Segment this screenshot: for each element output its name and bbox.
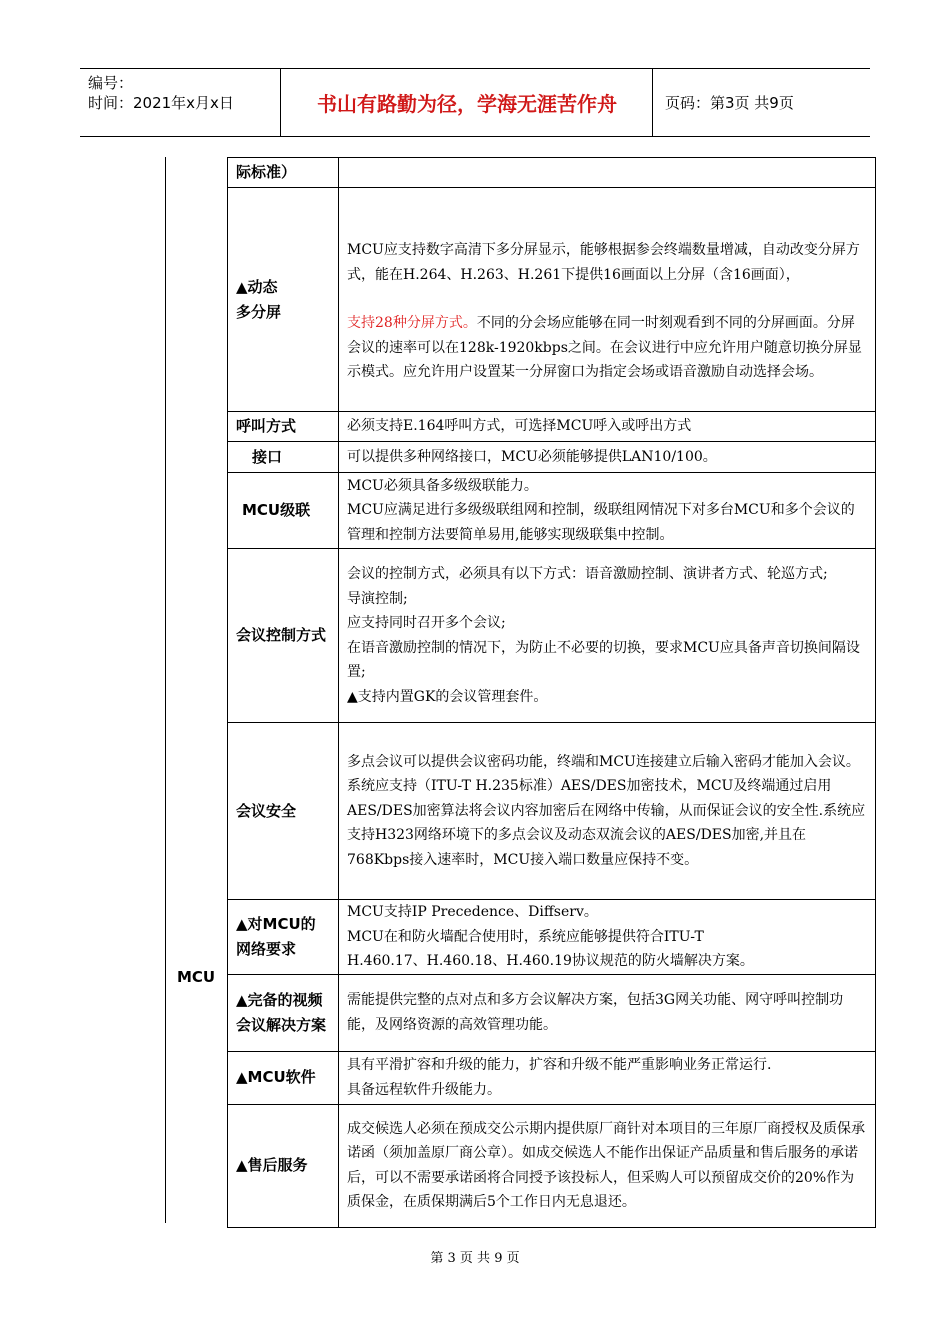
row-label: MCU级联 xyxy=(228,473,339,549)
row-content: 必须支持E.164呼叫方式，可选择MCU呼入或呼出方式 xyxy=(339,412,876,442)
content-paragraph: 具有平滑扩容和升级的能力，扩容和升级不能严重影响业务正常运行. xyxy=(347,1057,772,1073)
content-paragraph: MCU应满足进行多级级联组网和控制，级联组网情况下对多台MCU和多个会议的管理和控制方法要简单易用,能够实现级联集中控制。 xyxy=(347,502,855,543)
row-content: 成交候选人必须在预成交公示期内提供原厂商针对本项目的三年原厂商授权及质保承诺函（须加盖原厂商公章）。如成交候选人不能作出保证产品质量和售后服务的承诺后，可以不需要承诺函将合同授予该投标人，但采购人可以预留成交价的20%作为质保金，在质保期满后5个工作日内无息退还。 xyxy=(339,1104,876,1227)
header-date-label: 时间：2021年x月x日 xyxy=(88,94,234,112)
content-paragraph: 会议的控制方式，必须具有以下方式：语音激励控制、演讲者方式、轮巡方式; xyxy=(347,566,828,582)
category-column xyxy=(165,157,228,1223)
row-label-line: 多分屏 xyxy=(236,302,282,321)
row-label: ▲售后服务 xyxy=(228,1104,339,1227)
row-content: 需能提供完整的点对点和多方会议解决方案，包括3G网关功能、网守呼叫控制功能，及网络资源的高效管理功能。 xyxy=(339,974,876,1051)
content-paragraph: 导演控制; xyxy=(347,590,408,607)
content-paragraph: 具备远程软件升级能力。 xyxy=(347,1081,501,1098)
content-paragraph: MCU应支持数字高清下多分屏显示，能够根据参会终端数量增减，自动改变分屏方式，能在H.264、H.263、H.261下提供16画面以上分屏（含16画面）， xyxy=(347,242,860,283)
row-label: 接口 xyxy=(228,442,339,473)
content-paragraph: 应支持同时召开多个会议; xyxy=(347,615,506,631)
content-paragraph xyxy=(347,311,867,385)
content-paragraph: MCU在和防火墙配合使用时，系统应能够提供符合ITU-T xyxy=(347,928,704,945)
table-row xyxy=(228,188,876,412)
table-row xyxy=(228,158,876,188)
table-row xyxy=(228,1104,876,1227)
row-content xyxy=(339,1051,876,1104)
content-paragraph: 系统应支持（ITU-T H.235标准）AES/DES加密技术，MCU及终端通过启用AES/DES加密算法将会议内容加密后在网络中传输，从而保证会议的安全性.系统应支持H323网络环境下的多点会议及动态双流会议的AES/DES加密,并且在768Kbps接入速率时，MCU接入端口数量应保持不变。 xyxy=(347,778,866,868)
row-content xyxy=(339,549,876,723)
row-content xyxy=(339,188,876,412)
row-content xyxy=(339,158,876,188)
spec-table xyxy=(227,157,876,1228)
table-row xyxy=(228,442,876,473)
page-header xyxy=(80,68,870,137)
row-content xyxy=(339,900,876,975)
table-row xyxy=(228,723,876,900)
row-label: 会议控制方式 xyxy=(228,549,339,723)
category-label: MCU xyxy=(176,968,216,986)
header-number-label: 编号： xyxy=(88,74,134,92)
row-label: ▲完备的视频会议解决方案 xyxy=(228,974,339,1051)
content-paragraph: MCU必须具备多级级联能力。 xyxy=(347,477,538,494)
table-row xyxy=(228,549,876,723)
table-row xyxy=(228,974,876,1051)
content-paragraph: H.460.17、H.460.18、H.460.19协议规范的防火墙解决方案。 xyxy=(347,953,754,969)
table-row xyxy=(228,1051,876,1104)
table-row xyxy=(228,473,876,549)
header-motto: 书山有路勤为径，学海无涯苦作舟 xyxy=(282,69,653,136)
row-label: 会议安全 xyxy=(228,723,339,900)
page-footer: 第 3 页 共 9 页 xyxy=(430,1251,520,1266)
row-label: ▲MCU软件 xyxy=(228,1051,339,1104)
highlight-text: 支持28种分屏方式。 xyxy=(347,315,477,332)
row-content xyxy=(339,723,876,900)
row-content xyxy=(339,473,876,549)
row-label-line: ▲动态 xyxy=(236,277,278,296)
row-label: 呼叫方式 xyxy=(228,412,339,442)
content-paragraph: MCU支持IP Precedence、Diffserv。 xyxy=(347,904,598,920)
row-label: 际标准） xyxy=(228,158,339,188)
row-content: 可以提供多种网络接口，MCU必须能够提供LAN10/100。 xyxy=(339,442,876,473)
row-label: ▲对MCU的网络要求 xyxy=(228,900,339,975)
table-row xyxy=(228,412,876,442)
table-row xyxy=(228,900,876,975)
header-page-info: 页码：第3页 共9页 xyxy=(665,94,794,112)
content-paragraph: 在语音激励控制的情况下，为防止不必要的切换，要求MCU应具备声音切换间隔设置; xyxy=(347,639,860,680)
content-text: 不同的分会场应能够在同一时刻观看到不同的分屏画面。分屏会议的速率可以在128k-1920kbps之间。在会议进行中应允许用户随意切换分屏显示模式。应允许用户设置某一分屏窗口为指定会场或语音激励自动选择会场。 xyxy=(347,315,862,381)
content-paragraph: 多点会议可以提供会议密码功能，终端和MCU连接建立后输入密码才能加入会议。 xyxy=(347,753,860,770)
row-label xyxy=(228,188,339,412)
content-paragraph: ▲支持内置GK的会议管理套件。 xyxy=(347,688,548,705)
header-meta xyxy=(80,69,281,136)
